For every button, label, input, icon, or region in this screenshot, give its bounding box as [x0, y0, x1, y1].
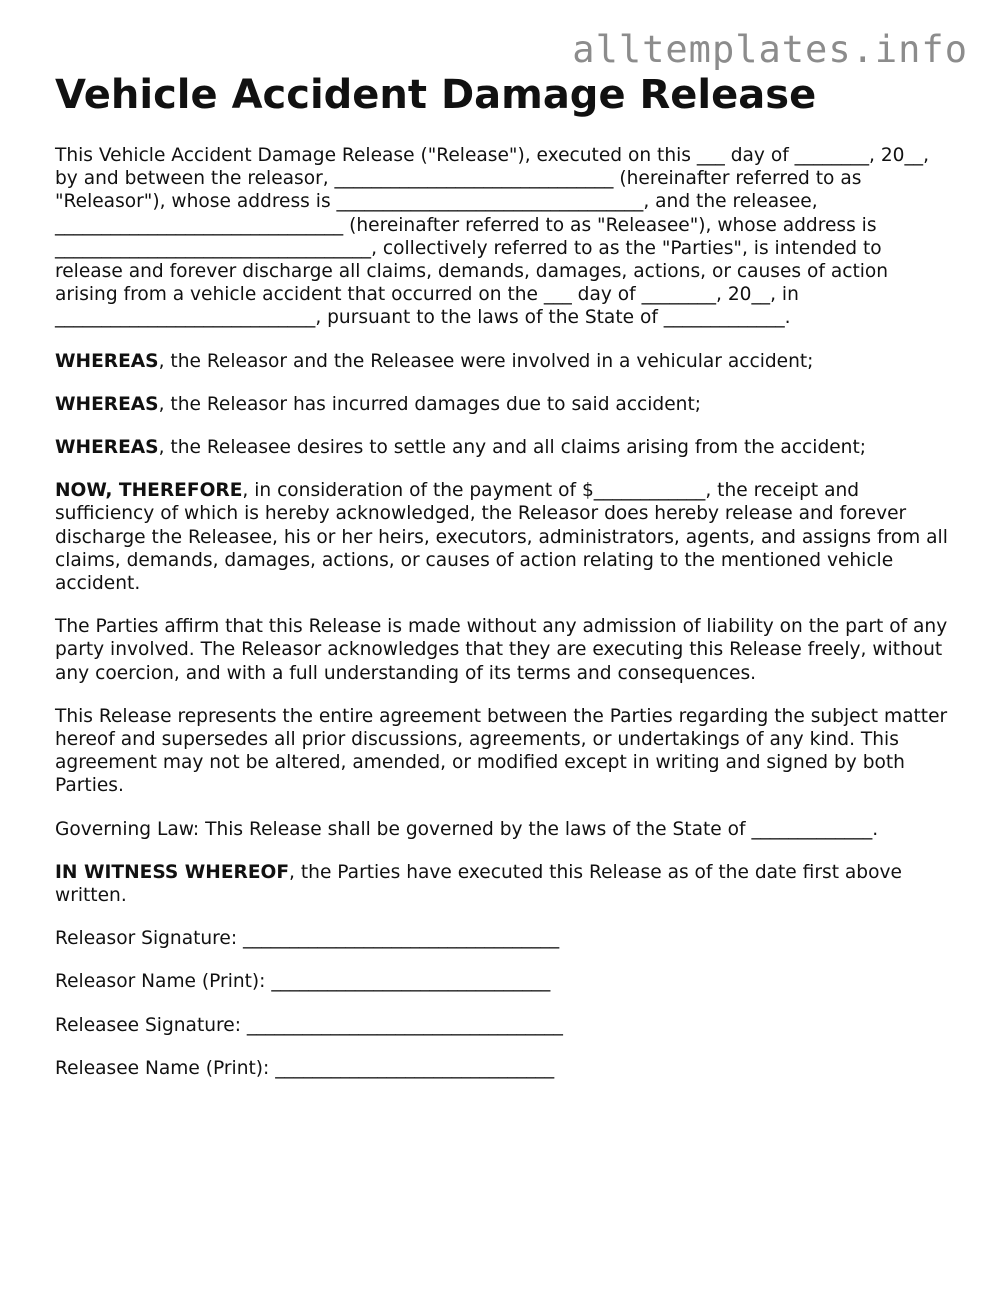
whereas-clause-1	[55, 350, 950, 373]
therefore-clause	[55, 479, 950, 595]
whereas-clause-3	[55, 436, 950, 459]
whereas-text: , the Releasor and the Releasee were involved in a vehicular accident;	[158, 350, 814, 372]
releasor-signature-line: Releasor Signature: __________________________________	[55, 928, 560, 950]
governing-law-paragraph: Governing Law: This Release shall be governed by the laws of the State of _____________.	[55, 818, 879, 840]
whereas-lead: WHEREAS	[55, 437, 159, 459]
therefore-text: , in consideration of the payment of $____________, the receipt and sufficiency of which is hereby acknowledged, the Releasor does hereby release and forever discharge the Releasee, his or her heirs, executors, administrators, agents, and assigns from all claims, demands, damages, actions, or causes of action relating to the mentioned vehicle accident.	[55, 480, 948, 595]
affirm-paragraph: The Parties affirm that this Release is made without any admission of liability on the part of any party involved. The Releasor acknowledges that they are executing this Release freely, without any coercion, and with a full understanding of its terms and consequences.	[55, 616, 948, 684]
therefore-lead: NOW, THEREFORE	[55, 480, 243, 502]
document-page	[55, 70, 950, 1100]
whereas-text: , the Releasor has incurred damages due to said accident;	[158, 393, 702, 415]
releasee-signature-line: Releasee Signature: __________________________________	[55, 1014, 563, 1036]
witness-lead: IN WITNESS WHEREOF	[55, 861, 290, 883]
whereas-text: , the Releasee desires to settle any and all claims arising from the accident;	[158, 437, 867, 459]
witness-text: , the Parties have executed this Release as of the date first above written.	[55, 861, 902, 907]
witness-clause	[55, 861, 950, 907]
whereas-clause-2	[55, 393, 950, 416]
releasor-name-line: Releasor Name (Print): ______________________________	[55, 971, 551, 993]
document-title: Vehicle Accident Damage Release	[55, 72, 817, 118]
releasee-name-line: Releasee Name (Print): ______________________________	[55, 1057, 555, 1079]
entire-agreement-paragraph: This Release represents the entire agreement between the Parties regarding the subject matter hereof and supersedes all prior discussions, agreements, or undertakings of any kind. This agreement may not be altered, amended, or modified except in writing and signed by both Parties.	[55, 705, 948, 797]
whereas-lead: WHEREAS	[55, 393, 159, 415]
intro-paragraph: This Vehicle Accident Damage Release ("Release"), executed on this ___ day of ________, 20__, by and between the releasor, ______________________________ (hereinafter referred to as "Releasor"), whose address is _________________________________, and the releasee, _______________________________ (hereinafter referred to as "Releasee"), whose address is __________________________________, collectively referred to as the "Parties", is intended to release and forever discharge all claims, demands, damages, actions, or causes of action arising from a vehicle accident that occurred on the ___ day of ________, 20__, in ____________________________, pursuant to the laws of the State of _____________.	[55, 145, 930, 329]
whereas-lead: WHEREAS	[55, 350, 159, 372]
watermark: alltemplates.info	[572, 28, 968, 71]
